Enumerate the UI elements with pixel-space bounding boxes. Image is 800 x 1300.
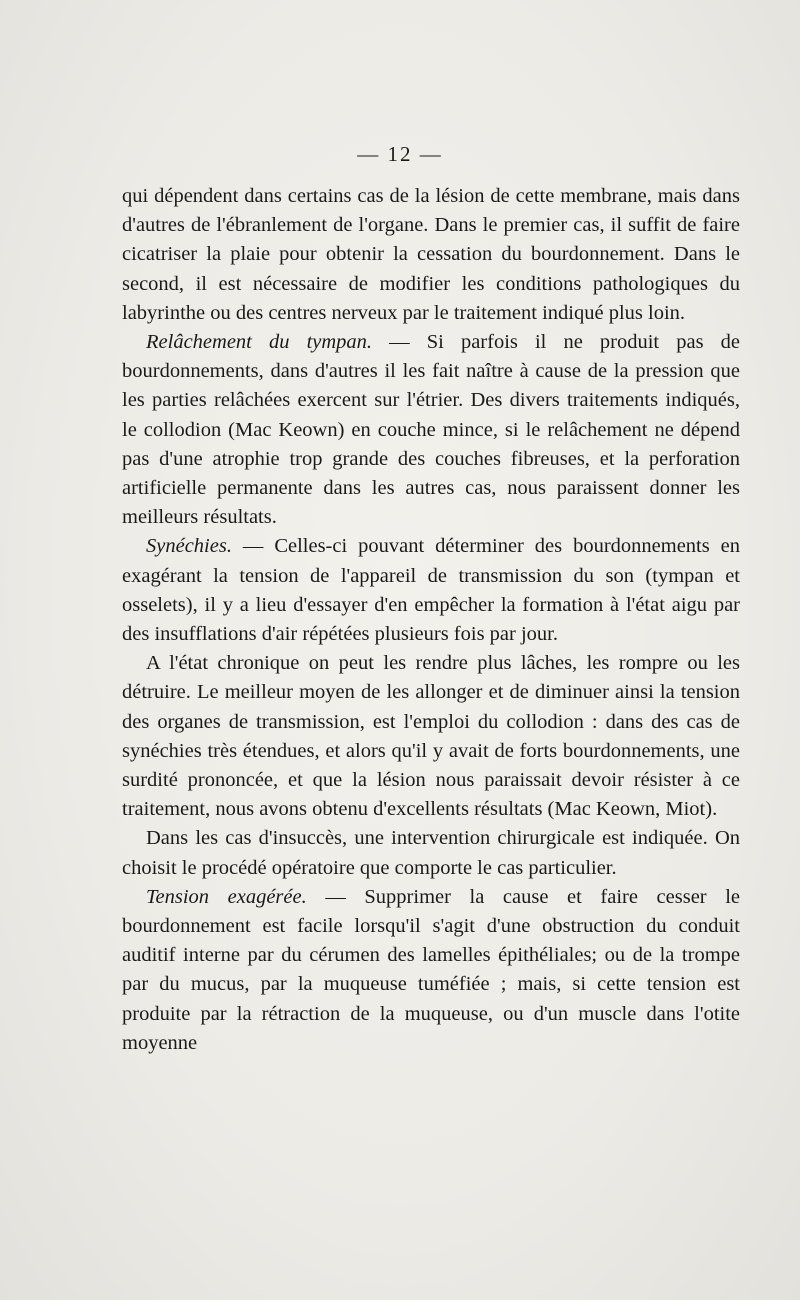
paragraph-text: qui dépendent dans certains cas de la lésion de cette membrane, mais dans d'autres de l'ébranlement de l'organe. Dans le premier cas, il suffit de faire cicatriser la plaie pour obtenir la cessation du bourdonnement. Dans le second, il est nécessaire de modifier les conditions pathologiques du labyrinthe ou des centres nerveux par le traitement indiqué plus loin.: [122, 185, 740, 324]
body-text: [122, 182, 740, 1058]
paragraph-text: Dans les cas d'insuccès, une intervention chirurgicale est indiquée. On choisit le procédé opératoire que comporte le cas particulier.: [122, 827, 740, 879]
section-heading-tension: Tension exagérée.: [146, 885, 307, 908]
paragraph-text: A l'état chronique on peut les rendre plus lâches, les rompre ou les détruire. Le meilleur moyen de les allonger et de diminuer ainsi la tension des organes de transmission, est l'emploi du collodion : dans des cas de synéchies très étendues, et alors qu'il y avait de forts bourdonnements, une surdité prononcée, et que la lésion nous paraissait devoir résister à ce traitement, nous avons obtenu d'excellents résultats (Mac Keown, Miot).: [122, 652, 740, 821]
paragraph-text: — Celles-ci pouvant déterminer des bourdonnements en exagérant la tension de l'appareil de transmission du son (tympan et osselets), il y a lieu d'essayer d'en empêcher la formation à l'état aigu par des insufflations d'air répétées plusieurs fois par jour.: [122, 535, 740, 646]
paragraph-continuation: [122, 182, 740, 328]
paragraph-relachement-du-tympan: [122, 328, 740, 532]
paragraph-tension-exageree: [122, 883, 740, 1058]
paragraph-etat-chronique: [122, 649, 740, 824]
paragraph-synechies: [122, 532, 740, 649]
paragraph-text: — Supprimer la cause et faire cesser le bourdonnement est facile lorsqu'il s'agit d'une obstruction du conduit auditif interne par du cérumen des lamelles épithéliales; ou de la trompe par du mucus, par la muqueuse tuméfiée ; mais, si cette tension est produite par la rétraction de la muqueuse, ou d'un muscle dans l'otite moyenne: [122, 885, 741, 1054]
section-heading-synechies: Synéchies.: [146, 535, 232, 558]
section-heading-relachement: Relâchement du tympan.: [146, 331, 373, 354]
paragraph-text: — Si parfois il ne produit pas de bourdonnements, dans d'autres il les fait naître à cause de la pression que les parties relâchées exercent sur l'étrier. Des divers traitements indiqués, le collodion (Mac Keown) en couche mince, si le relâchement ne dépend pas d'une atrophie trop grande des couches fibreuses, et la perforation artificielle permanente dans les autres cas, nous paraissent donner les meilleurs résultats.: [122, 331, 741, 529]
page-number: — 12 —: [357, 142, 443, 166]
paragraph-insucces: [122, 824, 740, 882]
